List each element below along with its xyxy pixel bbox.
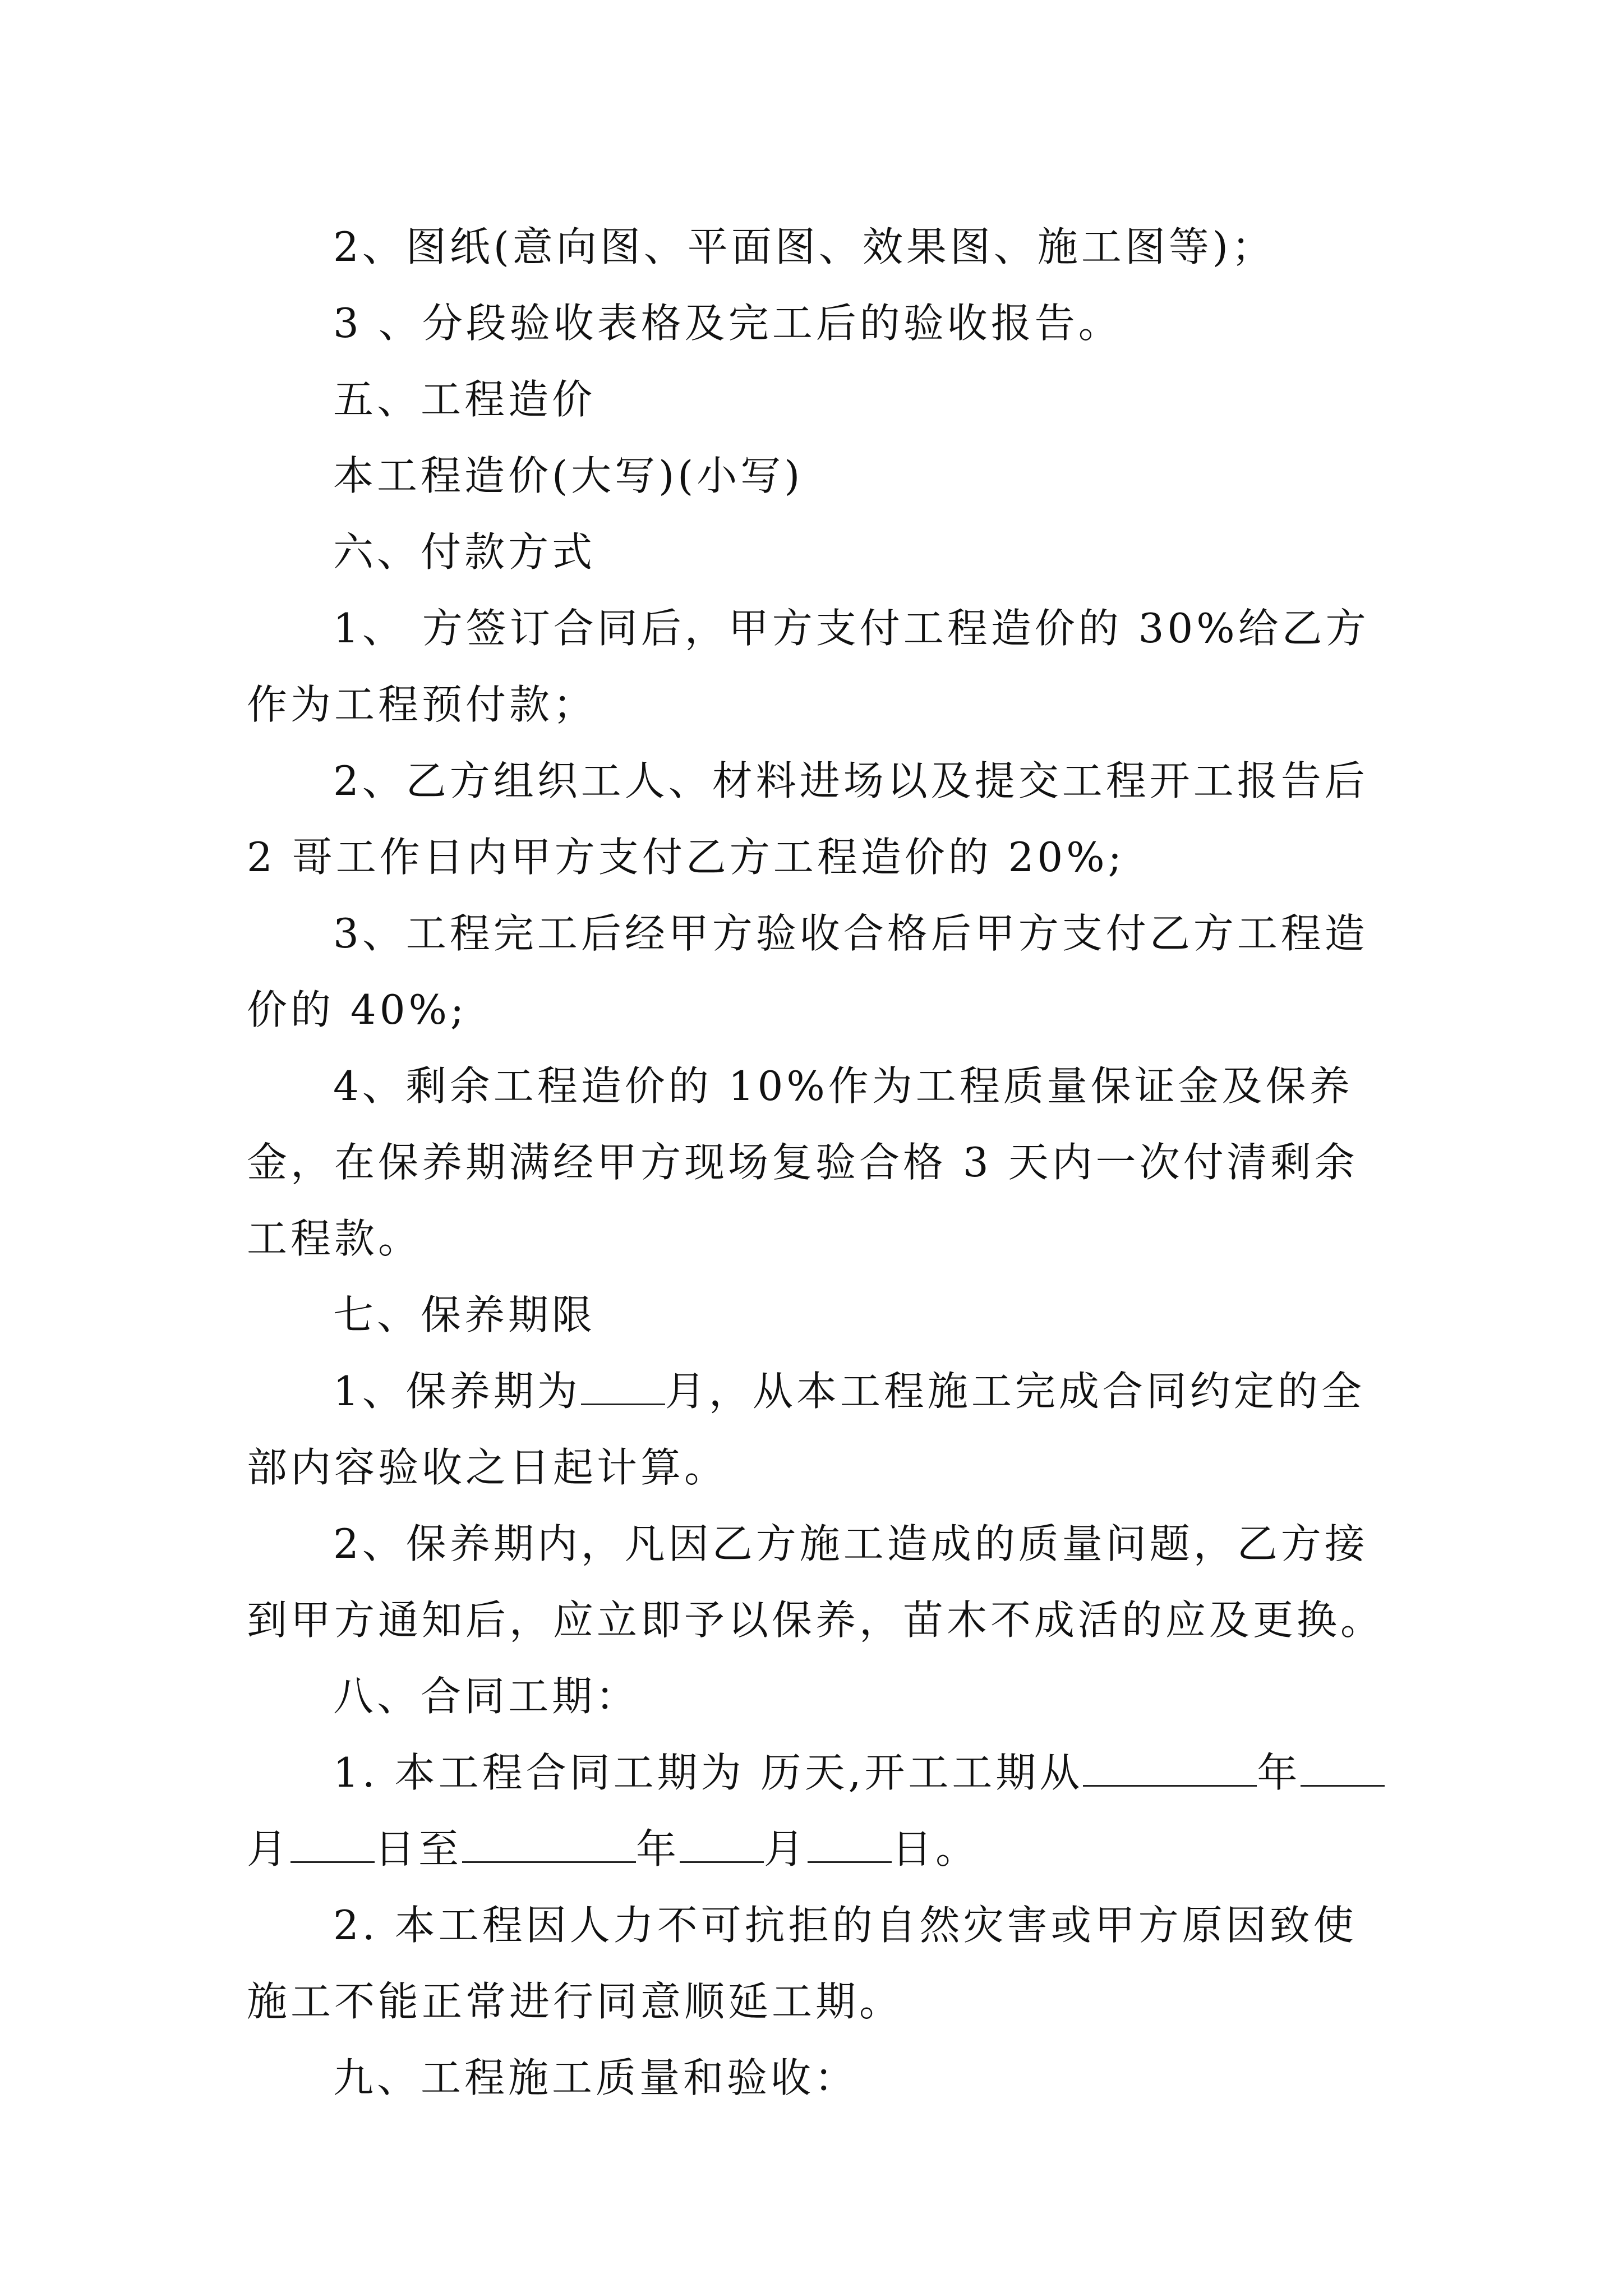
start-year-label: 年 [1257, 1749, 1301, 1796]
start-year-blank[interactable] [1083, 1748, 1257, 1787]
paragraph-cost-amount: 本工程造价(大写)(小写) [333, 452, 804, 499]
paragraph-payment-1: 1、 方签订合同后，甲方支付工程造价的 30%给乙方作为工程预付款； [247, 605, 1370, 728]
end-year-blank[interactable] [462, 1824, 636, 1863]
end-month-label: 月 [764, 1825, 808, 1872]
paragraph-acceptance-forms: 3 、分段验收表格及完工后的验收报告。 [333, 300, 1122, 347]
paragraph-payment-3: 3、工程完工后经甲方验收合格后甲方支付乙方工程造价的 40%; [247, 910, 1368, 1033]
document-body [247, 209, 1385, 2116]
section-heading-contract-period: 八、合同工期： [333, 1673, 640, 1720]
end-year-label: 年 [636, 1825, 680, 1872]
contract-period-text: 1. 本工程合同工期为 历天,开工工期从 [333, 1749, 1083, 1796]
end-month-blank[interactable] [680, 1824, 764, 1863]
start-month-label: 月 [247, 1825, 291, 1872]
paragraph-contract-period [247, 1734, 1385, 1887]
section-heading-cost: 五、工程造价 [333, 376, 596, 423]
maintenance-months-blank[interactable] [581, 1366, 665, 1405]
section-heading-maintenance: 七、保养期限 [333, 1291, 596, 1338]
start-day-to-label: 日至 [375, 1825, 463, 1872]
maintenance-term-suffix: 月，从本工程施工完成合同约定的全部内容验收之日起计算。 [247, 1368, 1365, 1491]
end-day-label: 日。 [892, 1825, 980, 1872]
maintenance-term-prefix: 1、保养期为 [333, 1368, 581, 1415]
paragraph-maintenance-quality: 2、保养期内，凡因乙方施工造成的质量问题，乙方接到甲方通知后，应立即予以保养，苗木不成活的应及更换。 [247, 1520, 1385, 1644]
paragraph-delay-clause: 2. 本工程因人力不可抗拒的自然灾害或甲方原因致使施工不能正常进行同意顺延工期。 [247, 1902, 1357, 2025]
start-day-blank[interactable] [291, 1824, 375, 1863]
paragraph-maintenance-term [247, 1353, 1385, 1506]
start-month-blank[interactable] [1301, 1748, 1385, 1787]
section-heading-payment: 六、付款方式 [333, 528, 596, 576]
end-day-blank[interactable] [808, 1824, 892, 1863]
paragraph-drawings: 2、图纸(意向图、平面图、效果图、施工图等)； [333, 223, 1275, 270]
paragraph-payment-4: 4、剩余工程造价的 10%作为工程质量保证金及保养金，在保养期满经甲方现场复验合格 3 天内一次付清剩余工程款。 [247, 1062, 1358, 1262]
paragraph-payment-2: 2、乙方组织工人、材料进场以及提交工程开工报告后 2 哥工作日内甲方支付乙方工程造价的 20%; [247, 757, 1368, 881]
section-heading-quality: 九、工程施工质量和验收： [333, 2054, 859, 2101]
